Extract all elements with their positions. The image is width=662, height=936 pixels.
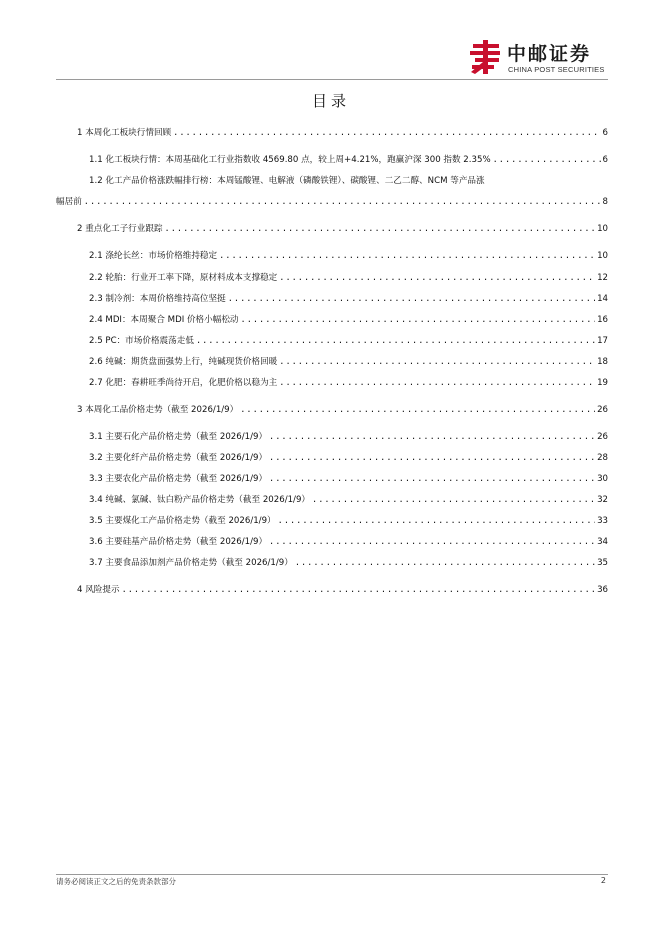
toc-leader-dots xyxy=(278,515,595,527)
toc-leader-dots xyxy=(279,377,595,389)
toc-leader-dots xyxy=(493,154,601,166)
toc-entry-label: 3.5 主要煤化工产品价格走势（截至 2026/1/9） xyxy=(89,516,276,526)
toc-entry-2-1[interactable] xyxy=(89,250,608,262)
toc-entry-1-2-line1[interactable]: 1.2 化工产品价格涨跌幅排行榜：本周锰酸锂、电解液（磷酸铁锂）、碳酸锂、二乙二醇、NCM 等产品涨 xyxy=(89,176,485,186)
logo-text-en: CHINA POST SECURITIES xyxy=(508,65,605,74)
toc-entry-2-3[interactable] xyxy=(89,293,608,305)
toc-entry-label: 2 重点化工子行业跟踪 xyxy=(77,224,163,234)
toc-leader-dots xyxy=(240,404,595,416)
toc-entry-label: 3.4 纯碱、氯碱、钛白粉产品价格走势（截至 2026/1/9） xyxy=(89,495,311,505)
toc-leader-dots xyxy=(196,335,595,347)
toc-entry-3-3[interactable] xyxy=(89,473,608,485)
toc-leader-dots xyxy=(241,314,596,326)
toc-entry-label: 3.7 主要食品添加剂产品价格走势（截至 2026/1/9） xyxy=(89,558,293,568)
toc-entry-2-4[interactable] xyxy=(89,314,608,326)
china-post-logo-icon xyxy=(467,38,505,76)
toc-entry-3-7[interactable] xyxy=(89,557,608,569)
toc-leader-dots xyxy=(228,293,595,305)
page-number: 2 xyxy=(600,876,606,885)
toc-entry-page: 17 xyxy=(597,336,608,346)
toc-entry-page: 36 xyxy=(597,585,608,595)
toc-entry-2[interactable] xyxy=(77,223,608,235)
toc-entry-label: 2.5 PC：市场价格震荡走低 xyxy=(89,336,194,346)
logo-text-cn: 中邮证券 xyxy=(507,43,592,65)
toc-entry-3-4[interactable] xyxy=(89,494,608,506)
toc-entry-label: 2.1 涤纶长丝：市场价格维持稳定 xyxy=(89,251,218,261)
toc-leader-dots xyxy=(269,473,595,485)
toc-leader-dots xyxy=(279,356,595,368)
toc-entry-label: 2.7 化肥：春耕旺季尚待开启，化肥价格以稳为主 xyxy=(89,378,278,388)
toc-entry-label: 2.6 纯碱：期货盘面强势上行，纯碱现货价格回暖 xyxy=(89,357,278,367)
toc-entry-label: 2.4 MDI：本周聚合 MDI 价格小幅松动 xyxy=(89,315,239,325)
toc-entry-label: 3.6 主要硅基产品价格走势（截至 2026/1/9） xyxy=(89,537,268,547)
toc-entry-label: 1 本周化工板块行情回顾 xyxy=(77,128,172,138)
toc-entry-2-7[interactable] xyxy=(89,377,608,389)
toc-entry-2-5[interactable] xyxy=(89,335,608,347)
toc-entry-page: 14 xyxy=(597,294,608,304)
toc-entry-2-6[interactable] xyxy=(89,356,608,368)
toc-title: 目录 xyxy=(311,92,350,110)
toc-entry-page: 35 xyxy=(597,558,608,568)
toc-entry-label: 2.2 轮胎：行业开工率下降，原材料成本支撑稳定 xyxy=(89,273,278,283)
toc-entry-label: 3 本周化工品价格走势（截至 2026/1/9） xyxy=(77,405,239,415)
toc-entry-2-2[interactable] xyxy=(89,272,608,284)
toc-leader-dots xyxy=(122,584,595,596)
toc-leader-dots xyxy=(165,223,596,235)
toc-entry-4[interactable] xyxy=(77,584,608,596)
toc-entry-label: 幅居前 xyxy=(56,197,82,207)
toc-entry-label: 2.3 制冷剂：本周价格维持高位坚挺 xyxy=(89,294,226,304)
header-divider xyxy=(56,79,608,80)
toc-entry-page: 18 xyxy=(597,357,608,367)
toc-entry-1-1[interactable] xyxy=(89,154,608,166)
toc-entry-page: 34 xyxy=(597,537,608,547)
toc-leader-dots xyxy=(312,494,595,506)
footer-divider xyxy=(56,874,608,875)
toc-entry-page: 10 xyxy=(597,224,608,234)
toc-entry-page: 8 xyxy=(602,197,608,207)
toc-leader-dots xyxy=(295,557,595,569)
toc-entry-3-2[interactable] xyxy=(89,452,608,464)
toc-leader-dots xyxy=(173,127,600,139)
toc-leader-dots xyxy=(279,272,595,284)
toc-entry-1[interactable] xyxy=(77,127,608,139)
toc-entry-3[interactable] xyxy=(77,404,608,416)
toc-entry-1-2[interactable] xyxy=(56,196,608,208)
toc-entry-3-6[interactable] xyxy=(89,536,608,548)
toc-leader-dots xyxy=(84,196,601,208)
toc-entry-page: 28 xyxy=(597,453,608,463)
toc-leader-dots xyxy=(269,536,595,548)
footer-disclaimer: 请务必阅读正文之后的免责条款部分 xyxy=(56,877,176,886)
toc-entry-page: 30 xyxy=(597,474,608,484)
toc-entry-page: 12 xyxy=(597,273,608,283)
toc-entry-page: 6 xyxy=(602,128,608,138)
toc-entry-page: 26 xyxy=(597,405,608,415)
toc-leader-dots xyxy=(269,452,595,464)
toc-entry-page: 26 xyxy=(597,432,608,442)
toc-entry-label: 4 风险提示 xyxy=(77,585,120,595)
toc-entry-page: 6 xyxy=(602,155,608,165)
toc-entry-page: 10 xyxy=(597,251,608,261)
toc-entry-label: 3.1 主要石化产品价格走势（截至 2026/1/9） xyxy=(89,432,268,442)
toc-entry-page: 16 xyxy=(597,315,608,325)
toc-entry-label: 3.3 主要农化产品价格走势（截至 2026/1/9） xyxy=(89,474,268,484)
toc-leader-dots xyxy=(219,250,595,262)
toc-entry-3-5[interactable] xyxy=(89,515,608,527)
toc-entry-page: 19 xyxy=(597,378,608,388)
toc-entry-3-1[interactable] xyxy=(89,431,608,443)
toc-entry-page: 32 xyxy=(597,495,608,505)
company-logo xyxy=(467,38,617,78)
toc-leader-dots xyxy=(269,431,595,443)
toc-entry-page: 33 xyxy=(597,516,608,526)
toc-entry-label: 1.1 化工板块行情：本周基础化工行业指数收 4569.80 点，较上周+4.21%，跑赢沪深 300 指数 2.35% xyxy=(89,155,491,165)
toc-entry-label: 3.2 主要化纤产品价格走势（截至 2026/1/9） xyxy=(89,453,268,463)
